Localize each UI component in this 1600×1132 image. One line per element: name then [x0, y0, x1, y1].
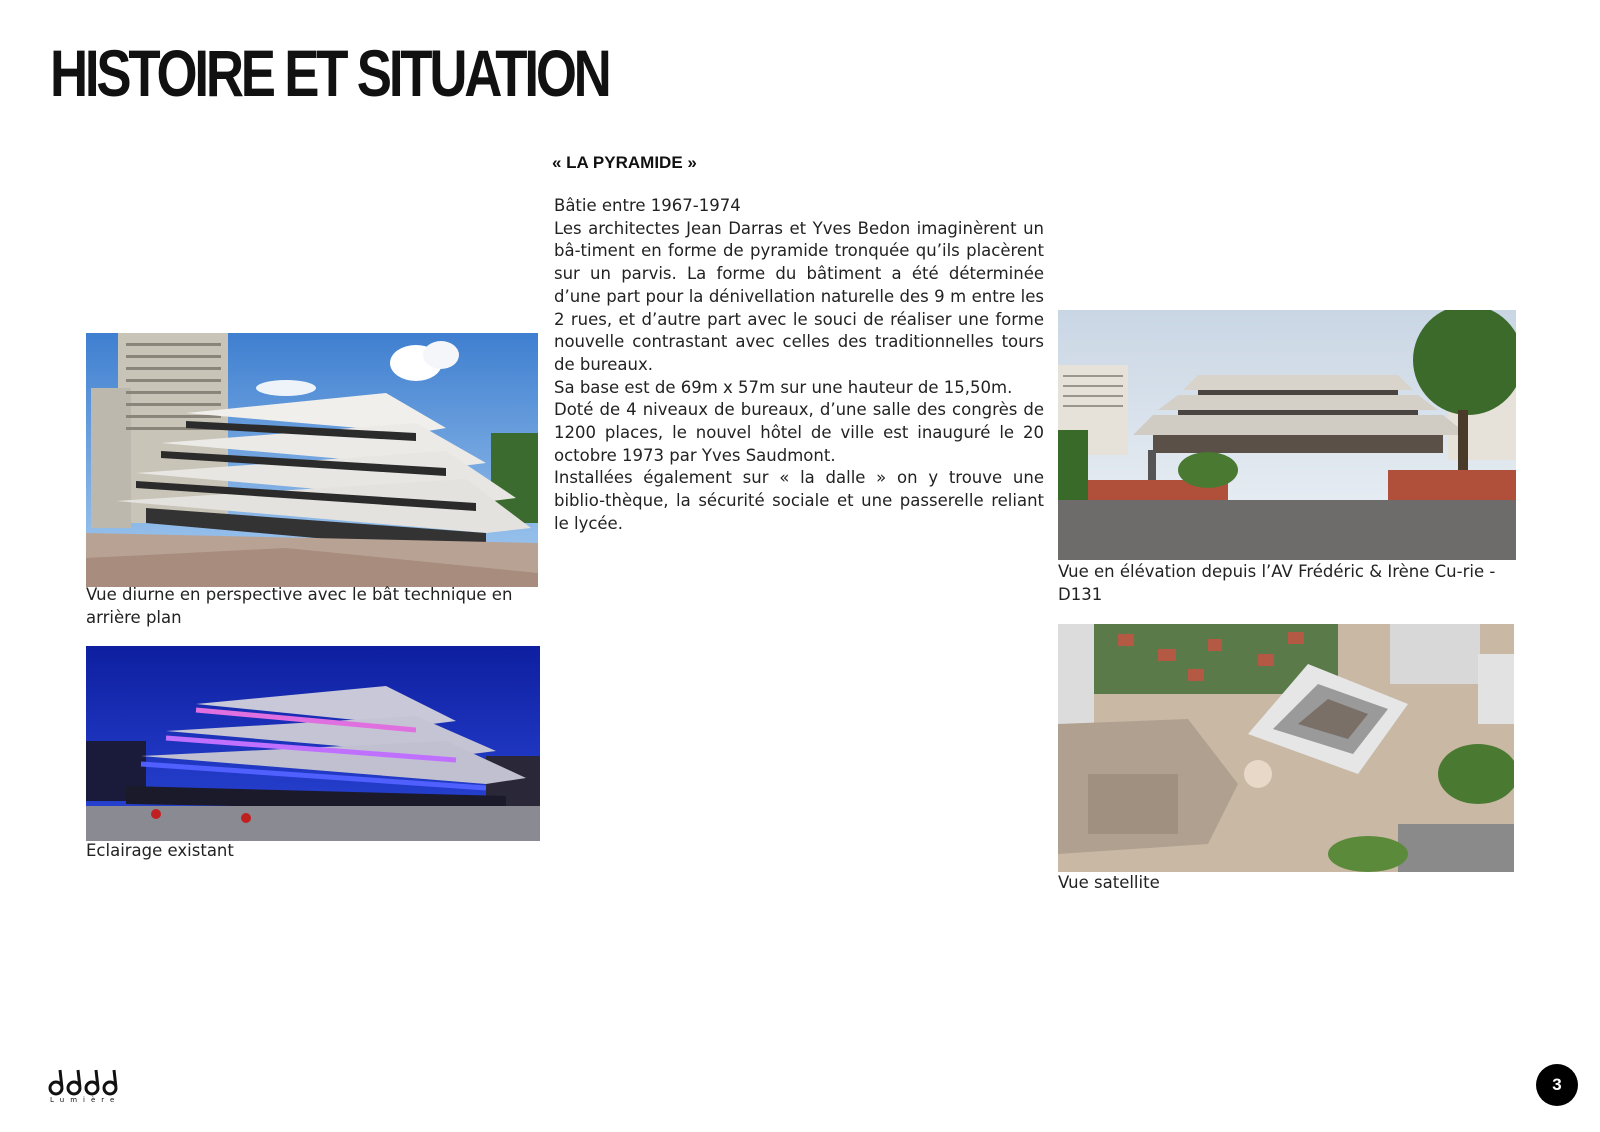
logo-text: Lumière	[50, 1096, 121, 1104]
page-number-badge: 3	[1536, 1064, 1578, 1106]
night-lighting-photo	[86, 646, 540, 841]
page-title: HISTOIRE ET SITUATION	[50, 36, 609, 110]
paragraph: Installées également sur « la dalle » on y trouve une biblio-thèque, la sécurité sociale et une passerelle reliant le lycée.	[554, 468, 1044, 533]
street-view-photo	[1058, 310, 1516, 560]
paragraph: Les architectes Jean Darras et Yves Bedon imaginèrent un bâ-timent en forme de pyramide tronquée qu’ils placèrent sur un parvis. La forme du bâtiment a été déterminée d’une part pour la dénivellation naturelle des 9 m entre les 2 rues, et d’autre part avec le souci de réaliser une forme nouvelle contrastant avec celles des traditionnelles tours de bureaux.	[554, 218, 1044, 374]
description-text	[554, 195, 1044, 536]
paragraph: Bâtie entre 1967-1974	[554, 196, 741, 215]
aerial-photo	[1058, 624, 1514, 872]
company-logo	[46, 1064, 122, 1104]
photo-caption: Eclairage existant	[86, 841, 234, 860]
paragraph: Sa base est de 69m x 57m sur une hauteur de 15,50m.	[554, 377, 1013, 397]
daytime-perspective-photo	[86, 333, 538, 587]
photo-caption: Vue diurne en perspective avec le bât technique en arrière plan	[86, 585, 513, 627]
paragraph: Doté de 4 niveaux de bureaux, d’une salle des congrès de 1200 places, le nouvel hôtel de ville est inauguré le 20 octobre 1973 par Yves Saudmont.	[554, 400, 1044, 465]
photo-caption: Vue en élévation depuis l’AV Frédéric & Irène Cu-rie - D131	[1058, 562, 1496, 604]
section-heading: « LA PYRAMIDE »	[552, 153, 697, 172]
photo-caption: Vue satellite	[1058, 873, 1160, 892]
